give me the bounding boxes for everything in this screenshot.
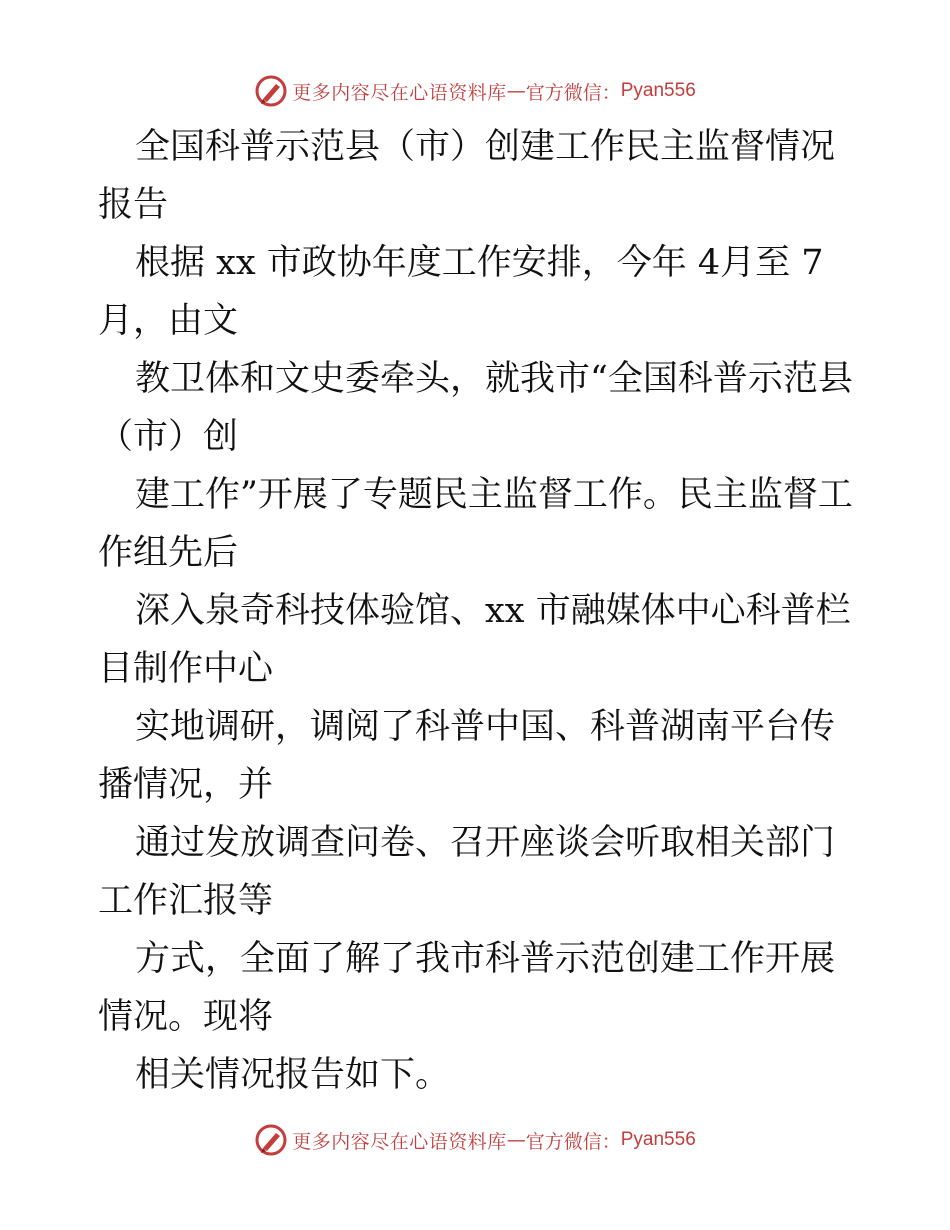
doc-paragraph: 建工作”开展了专题民主监督工作。民主监督工作组先后 [98,475,853,573]
watermark-wechat-id: Pyan556 [620,1129,696,1150]
footer-watermark [0,1118,950,1162]
watermark-text: 更多内容尽在心语资料库 [292,1130,507,1153]
doc-paragraph: 根据 xx 市政协年度工作安排，今年 4月至 7月，由文 [98,243,824,341]
doc-paragraph: 方式，全面了解了我市科普示范创建工作开展情况。现将 [98,939,836,1037]
doc-title-paragraph: 全国科普示范县（市）创建工作民主监督情况报告 [98,127,836,225]
watermark-text: 更多内容尽在心语资料库 [292,81,507,104]
watermark-wechat-id: Pyan556 [620,80,696,101]
header-watermark [0,69,950,113]
watermark-wechat-label: 官方微信： [525,1130,621,1153]
doc-paragraph: 通过发放调查问卷、召开座谈会听取相关部门工作汇报等 [98,823,836,921]
doc-paragraph: 相关情况报告如下。 [135,1055,451,1095]
doc-paragraph: 实地调研，调阅了科普中国、科普湖南平台传播情况，并 [98,707,836,805]
watermark-wechat-label: 官方微信： [525,81,621,104]
pen-logo-icon [254,74,288,108]
document-body [98,118,858,1104]
doc-paragraph: 深入泉奇科技体验馆、xx 市融媒体中心科普栏目制作中心 [98,591,851,689]
doc-paragraph: 教卫体和文史委牵头，就我市“全国科普示范县（市）创 [98,359,853,457]
watermark-dash: — [506,1129,526,1151]
watermark-dash: — [506,80,526,102]
pen-logo-icon [254,1123,288,1157]
